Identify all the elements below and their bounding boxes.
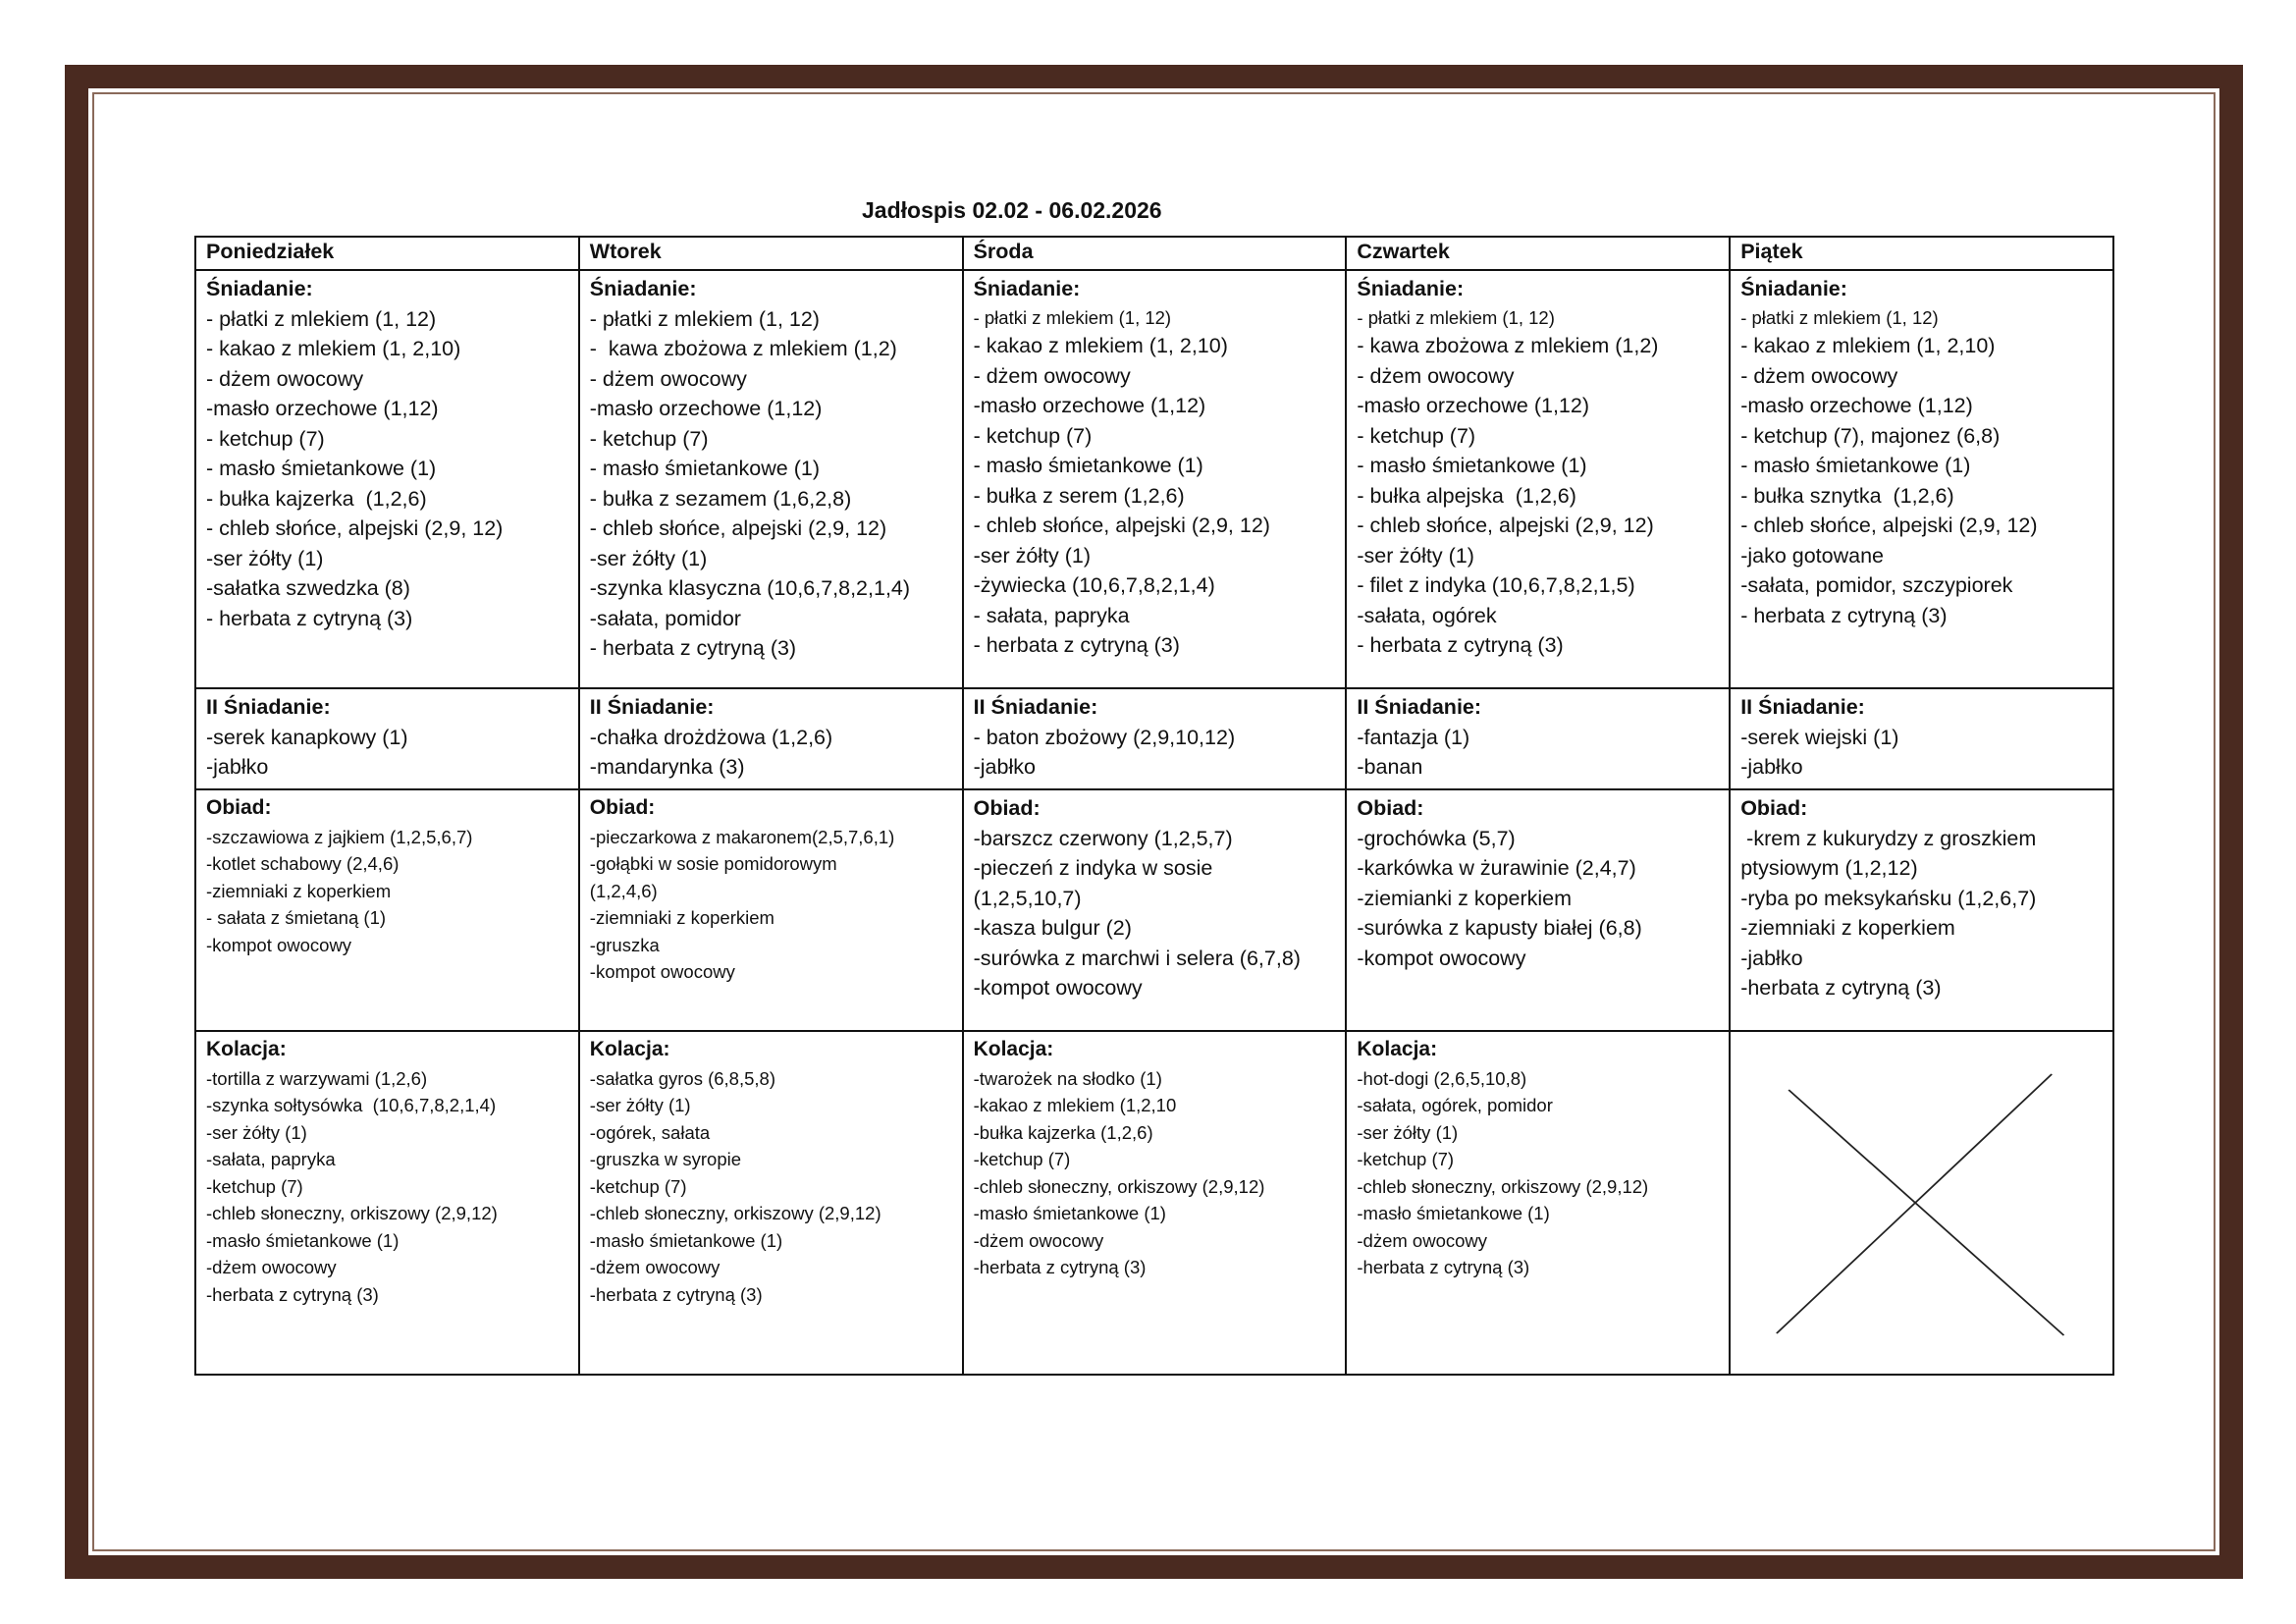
menu-item: -mandarynka (3) (589, 755, 745, 779)
menu-item: - dżem owocowy (973, 363, 1131, 388)
menu-item: -chleb słoneczny, orkiszowy (2,9,12) (973, 1175, 1265, 1197)
meal-label: Kolacja: (206, 1038, 287, 1060)
menu-item: -kompot owocowy (206, 934, 352, 955)
meal-label: Kolacja: (1357, 1038, 1438, 1060)
menu-item: - kawa zbożowa z mlekiem (1,2) (1357, 334, 1659, 357)
meal-label: Śniadanie: (589, 277, 697, 300)
menu-item: -gołąbki w sosie pomidorowym (589, 853, 837, 874)
menu-item: -dżem owocowy (1357, 1229, 1488, 1251)
menu-item: -jabłko (1740, 946, 1803, 970)
meal-cell (579, 789, 963, 1031)
menu-item: -chleb słoneczny, orkiszowy (2,9,12) (589, 1203, 881, 1223)
menu-item: - bułka kajzerka (1,2,6) (206, 486, 427, 511)
meal-label: Śniadanie: (973, 277, 1081, 300)
menu-item: -chleb słoneczny, orkiszowy (2,9,12) (206, 1203, 498, 1223)
meal-label: II Śniadanie: (589, 695, 715, 719)
menu-item: - kakao z mlekiem (1, 2,10) (1740, 334, 1996, 357)
menu-item: (1,2,5,10,7) (973, 886, 1082, 910)
meal-cell (1346, 789, 1730, 1031)
menu-item: - chleb słońce, alpejski (2,9, 12) (973, 514, 1270, 537)
menu-item: - kakao z mlekiem (1, 2,10) (206, 337, 461, 360)
menu-item: -masło orzechowe (1,12) (973, 394, 1206, 417)
menu-item: -fantazja (1) (1357, 725, 1470, 749)
menu-item: -masło orzechowe (1,12) (1740, 394, 1973, 417)
meal-cell (1346, 688, 1730, 789)
menu-item: - herbata z cytryną (3) (206, 606, 413, 630)
menu-item: -masło śmietankowe (1) (1357, 1203, 1550, 1223)
menu-item: -herbata z cytryną (3) (1740, 976, 1942, 1000)
meal-row-kolacja (195, 1031, 2113, 1375)
menu-item: - ketchup (7) (1357, 423, 1476, 448)
meal-cell (963, 789, 1347, 1031)
menu-item: -ketchup (7) (973, 1149, 1071, 1169)
menu-item: -sałata, papryka (206, 1149, 336, 1169)
meal-cell (195, 789, 579, 1031)
meal-cell (1346, 1031, 1730, 1375)
meal-cell (1730, 270, 2113, 688)
menu-item: -masło orzechowe (1,12) (1357, 394, 1589, 417)
menu-item: - herbata z cytryną (3) (1740, 603, 1948, 627)
menu-item: -herbata z cytryną (3) (1357, 1257, 1530, 1277)
meal-cell (579, 1031, 963, 1375)
menu-item: -herbata z cytryną (3) (206, 1283, 379, 1305)
empty-cell-crossed (1730, 1031, 2113, 1375)
menu-item: -herbata z cytryną (3) (973, 1257, 1147, 1277)
meal-label: II Śniadanie: (206, 695, 331, 719)
weekly-menu-table (194, 236, 2114, 1376)
menu-item: -ketchup (7) (589, 1175, 687, 1197)
menu-item: - płatki z mlekiem (1, 12) (1357, 306, 1555, 328)
menu-item: -sałata, pomidor, szczypiorek (1740, 573, 2013, 597)
menu-item: - masło śmietankowe (1) (973, 454, 1203, 477)
menu-item: -bułka kajzerka (1,2,6) (973, 1121, 1153, 1143)
menu-item: -szynka sołtysówka (10,6,7,8,2,1,4) (206, 1095, 497, 1115)
meal-label: Obiad: (589, 796, 656, 819)
day-header: Piątek (1730, 237, 2113, 270)
menu-item: -kompot owocowy (589, 961, 735, 982)
menu-item: - kawa zbożowa z mlekiem (1,2) (589, 337, 897, 360)
menu-item: -chleb słoneczny, orkiszowy (2,9,12) (1357, 1175, 1649, 1197)
menu-item: -sałatka szwedzka (8) (206, 576, 410, 600)
meal-label: Kolacja: (973, 1038, 1054, 1060)
menu-item: -jako gotowane (1740, 543, 1885, 568)
menu-item: - płatki z mlekiem (1, 12) (206, 306, 437, 331)
menu-item: - kakao z mlekiem (1, 2,10) (973, 334, 1228, 357)
meal-label: Śniadanie: (1740, 277, 1847, 300)
menu-item: -masło orzechowe (1,12) (589, 397, 823, 420)
menu-item: - sałata z śmietaną (1) (206, 907, 387, 928)
menu-item: ptysiowym (1,2,12) (1740, 856, 1918, 880)
menu-item: -ketchup (7) (206, 1175, 303, 1197)
menu-item: -karkówka w żurawinie (2,4,7) (1357, 856, 1636, 880)
menu-item: -sałata, ogórek, pomidor (1357, 1095, 1553, 1115)
menu-item: -herbata z cytryną (3) (589, 1283, 763, 1305)
menu-item: -szynka klasyczna (10,6,7,8,2,1,4) (589, 576, 911, 600)
menu-item: - masło śmietankowe (1) (1357, 454, 1587, 477)
meal-cell (963, 688, 1347, 789)
menu-item: -masło śmietankowe (1) (206, 1229, 400, 1251)
meal-cell (195, 1031, 579, 1375)
meal-cell (1730, 789, 2113, 1031)
menu-item: -pieczarkowa z makaronem(2,5,7,6,1) (589, 826, 895, 847)
menu-item: - masło śmietankowe (1) (1740, 454, 1971, 477)
menu-item: -żywiecka (10,6,7,8,2,1,4) (973, 573, 1215, 597)
meal-cell (195, 270, 579, 688)
cross-out-mark (1740, 1062, 2103, 1347)
menu-item: -grochówka (5,7) (1357, 826, 1516, 850)
menu-item: -ser żółty (1) (206, 1121, 307, 1143)
menu-item: -ziemniaki z koperkiem (206, 880, 392, 901)
menu-item: -ziemniaki z koperkiem (1740, 916, 1955, 940)
menu-item: -twarożek na słodko (1) (973, 1067, 1162, 1089)
menu-item: -gruszka (589, 934, 660, 955)
meal-row-obiad (195, 789, 2113, 1031)
menu-item: -chałka drożdżowa (1,2,6) (589, 725, 833, 749)
menu-item: -kotlet schabowy (2,4,6) (206, 853, 400, 874)
meal-row-ii-sniadanie (195, 688, 2113, 789)
meal-row-sniadanie (195, 270, 2113, 688)
menu-item: -ser żółty (1) (1357, 1121, 1459, 1143)
menu-item: - bułka alpejska (1,2,6) (1357, 483, 1576, 508)
meal-cell (579, 688, 963, 789)
meal-label: Obiad: (206, 796, 272, 819)
meal-label: II Śniadanie: (1357, 695, 1482, 719)
menu-item: -ketchup (7) (1357, 1149, 1455, 1169)
menu-item: - dżem owocowy (1740, 363, 1898, 388)
menu-item: (1,2,4,6) (589, 880, 658, 901)
menu-item: -ziemianki z koperkiem (1357, 886, 1573, 910)
menu-item: -hot-dogi (2,6,5,10,8) (1357, 1067, 1527, 1089)
menu-item: - płatki z mlekiem (1, 12) (1740, 306, 1939, 328)
menu-item: - sałata, papryka (973, 603, 1130, 627)
menu-item: - herbata z cytryną (3) (973, 633, 1180, 657)
menu-item: -ryba po meksykańsku (1,2,6,7) (1740, 886, 2037, 910)
menu-item: -barszcz czerwony (1,2,5,7) (973, 826, 1233, 850)
menu-item: - dżem owocowy (589, 366, 747, 391)
menu-item: -banan (1357, 755, 1423, 779)
menu-item: -serek kanapkowy (1) (206, 725, 408, 749)
menu-item: - ketchup (7) (973, 423, 1093, 448)
menu-item: - bułka z sezamem (1,6,2,8) (589, 486, 852, 511)
meal-cell (1346, 270, 1730, 688)
menu-item: - herbata z cytryną (3) (1357, 633, 1564, 657)
meal-label: Obiad: (1357, 796, 1424, 820)
meal-label: Śniadanie: (1357, 277, 1465, 300)
menu-item: - płatki z mlekiem (1, 12) (589, 306, 820, 331)
menu-item: - chleb słońce, alpejski (2,9, 12) (1740, 514, 2038, 537)
menu-item: -kompot owocowy (1357, 946, 1526, 970)
menu-item: - ketchup (7) (589, 426, 709, 451)
menu-item: - filet z indyka (10,6,7,8,2,1,5) (1357, 573, 1635, 597)
menu-item: -sałata, pomidor (589, 606, 741, 630)
day-header: Wtorek (579, 237, 963, 270)
menu-item: - chleb słońce, alpejski (2,9, 12) (589, 516, 887, 540)
menu-item: -ser żółty (1) (973, 543, 1092, 568)
meal-cell (963, 1031, 1347, 1375)
menu-item: -kompot owocowy (973, 976, 1143, 1000)
meal-cell (195, 688, 579, 789)
menu-item: -kasza bulgur (2) (973, 916, 1132, 940)
menu-item: -surówka z kapusty białej (6,8) (1357, 916, 1642, 940)
meal-label: Kolacja: (589, 1038, 670, 1060)
menu-item: - masło śmietankowe (1) (589, 457, 820, 480)
menu-item: -sałatka gyros (6,8,5,8) (589, 1067, 775, 1089)
menu-item: -ziemniaki z koperkiem (589, 907, 774, 928)
meal-label: Obiad: (1740, 796, 1808, 820)
menu-item: -jabłko (1740, 755, 1803, 779)
menu-item: -jabłko (973, 755, 1036, 779)
menu-item: -krem z kukurydzy z groszkiem (1740, 826, 2037, 850)
menu-item: -ser żółty (1) (206, 546, 324, 570)
menu-item: -masło śmietankowe (1) (973, 1203, 1166, 1223)
meal-label: II Śniadanie: (1740, 695, 1865, 719)
menu-item: -szczawiowa z jajkiem (1,2,5,6,7) (206, 826, 473, 847)
menu-item: -jabłko (206, 755, 269, 779)
meal-label: Obiad: (973, 796, 1041, 820)
menu-item: -tortilla z warzywami (1,2,6) (206, 1067, 428, 1089)
menu-item: -serek wiejski (1) (1740, 725, 1899, 749)
menu-item: - płatki z mlekiem (1, 12) (973, 306, 1172, 328)
menu-item: - bułka z serem (1,2,6) (973, 483, 1185, 508)
meal-cell (963, 270, 1347, 688)
menu-item: - herbata z cytryną (3) (589, 636, 797, 660)
menu-item: - dżem owocowy (206, 366, 364, 391)
menu-item: - chleb słońce, alpejski (2,9, 12) (1357, 514, 1654, 537)
menu-item: -pieczeń z indyka w sosie (973, 856, 1213, 880)
day-header: Czwartek (1346, 237, 1730, 270)
menu-item: - ketchup (7), majonez (6,8) (1740, 423, 2001, 448)
meal-label: Śniadanie: (206, 277, 313, 300)
menu-item: -surówka z marchwi i selera (6,7,8) (973, 946, 1301, 970)
menu-item: -sałata, ogórek (1357, 603, 1497, 627)
day-header: Środa (963, 237, 1347, 270)
meal-cell (579, 270, 963, 688)
menu-item: -masło orzechowe (1,12) (206, 397, 439, 420)
menu-item: -kakao z mlekiem (1,2,10 (973, 1095, 1177, 1115)
menu-item: -ser żółty (1) (589, 1095, 691, 1115)
menu-item: -masło śmietankowe (1) (589, 1229, 783, 1251)
menu-item: -gruszka w syropie (589, 1149, 742, 1169)
menu-item: - dżem owocowy (1357, 363, 1515, 388)
menu-item: -ogórek, sałata (589, 1121, 711, 1143)
menu-item: - bułka sznytka (1,2,6) (1740, 483, 1954, 508)
menu-item: -ser żółty (1) (589, 546, 708, 570)
day-header-row (195, 237, 2113, 270)
menu-item: - ketchup (7) (206, 426, 325, 451)
day-header: Poniedziałek (195, 237, 579, 270)
menu-item: - baton zbożowy (2,9,10,12) (973, 725, 1236, 749)
meal-label: II Śniadanie: (973, 695, 1098, 719)
menu-item: -ser żółty (1) (1357, 543, 1474, 568)
menu-item: -dżem owocowy (589, 1257, 721, 1277)
menu-item: - masło śmietankowe (1) (206, 457, 437, 480)
menu-title: Jadłospis 02.02 - 06.02.2026 (862, 197, 1162, 223)
menu-item: -dżem owocowy (206, 1257, 337, 1277)
menu-item: -dżem owocowy (973, 1229, 1104, 1251)
menu-item: - chleb słońce, alpejski (2,9, 12) (206, 516, 504, 540)
meal-cell (1730, 688, 2113, 789)
